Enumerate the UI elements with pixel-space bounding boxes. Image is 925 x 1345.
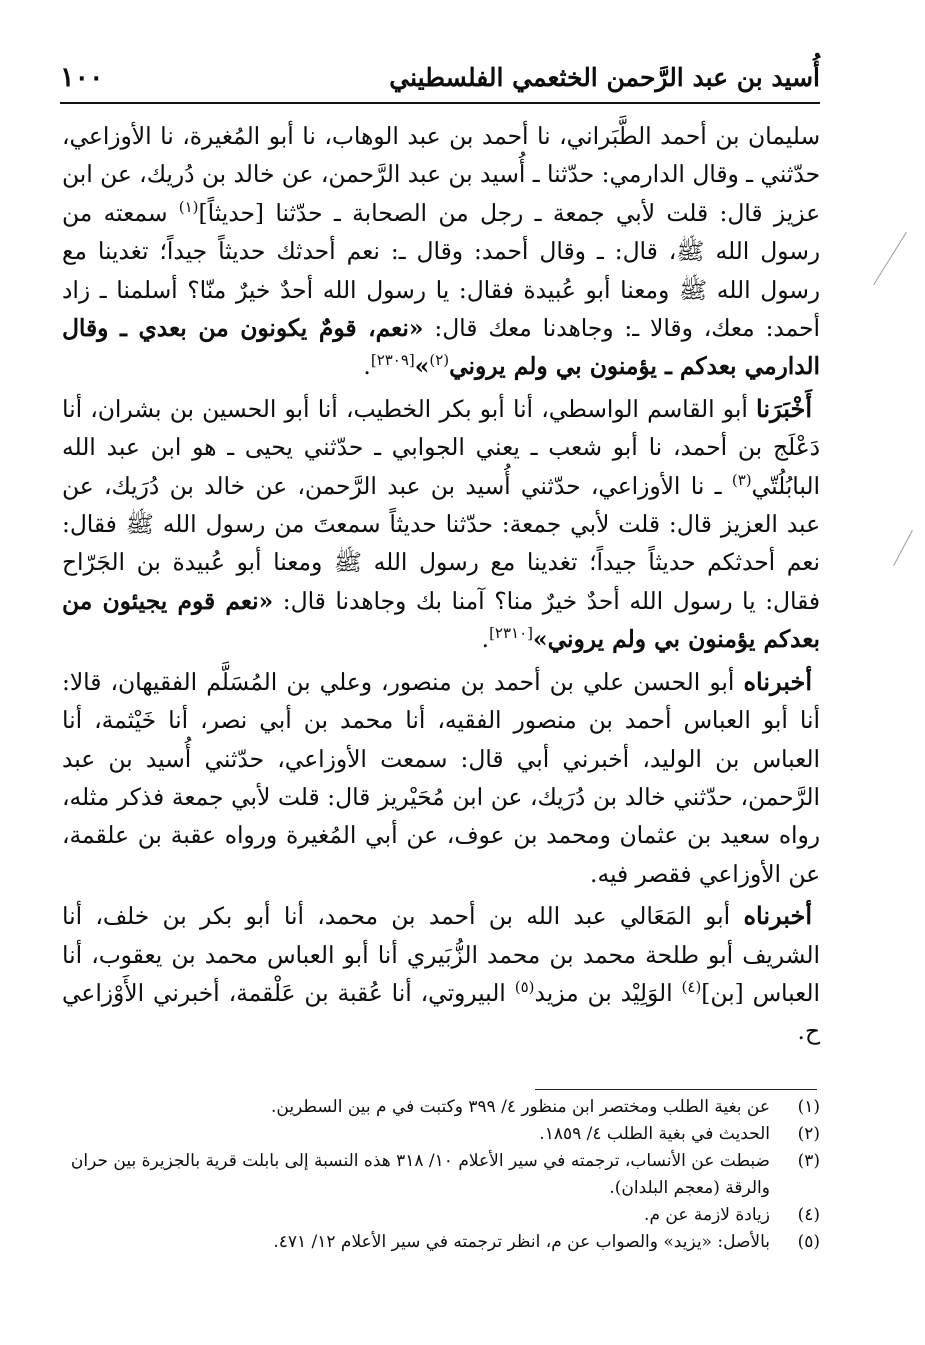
footnote-text: زيادة لازمة عن م. — [644, 1205, 770, 1225]
paragraph-text: سمعته من رسول الله ﷺ، قال: ـ وقال أحمد: وقال ـ: نعم أحدثك حديثاً جيداً؛ تغدينا مع رسول الله ﷺ ومعنا أبو عُبيدة فقال: يا رسول الله أحدٌ خيرٌ منّا؟ أسلمنا ـ زاد أحمد: معك، وقالا ـ: وجاهدنا معك قال: — [62, 199, 820, 343]
hadith-number: [٢٣٠٩] — [370, 351, 415, 370]
paragraph-4 — [62, 897, 820, 1052]
paragraph-end: . — [481, 626, 490, 654]
footnote-number: (١) — [797, 1097, 820, 1117]
page-header — [60, 52, 820, 104]
quote-close: » — [533, 626, 548, 654]
paragraph-1 — [62, 118, 820, 387]
footnote-marker: (١) — [178, 198, 199, 217]
narration-lead: أخبرناه — [743, 901, 812, 931]
page-number: ١٠٠ — [60, 61, 104, 93]
footnote — [62, 1202, 820, 1229]
running-title: أُسيد بن عبد الرَّحمن الخثعمي الفلسطيني — [389, 62, 820, 92]
footnote — [62, 1148, 820, 1202]
paragraph-text: أبو القاسم الواسطي، أنا أبو بكر الخطيب، أنا أبو الحسين بن بشران، أنا دَعْلَج بن أحمد، نا أبو شعب ـ يعني الجوابي ـ حدّثني يحيى ـ هو ابن عبد الله البابُلُتّي — [62, 395, 820, 500]
footnote-number: (٥) — [797, 1232, 820, 1252]
footnote — [62, 1094, 820, 1121]
footnote — [62, 1121, 820, 1148]
narration-lead: أَخْبَرَنا — [756, 393, 812, 423]
margin-pencil-mark — [873, 232, 907, 285]
footnote-separator — [535, 1089, 817, 1090]
paragraph-end: . — [363, 353, 371, 381]
footnote-marker: (٥) — [514, 978, 535, 997]
footnote-text: ضبطت عن الأنساب، ترجمته في سير الأعلام ١٠/ ٣١٨ هذه النسبة إلى بابلت قرية بالجزيرة بين حران والرقة (معجم البلدان). — [70, 1151, 770, 1198]
footnote-text: الحديث في بغية الطلب ٤/ ١٨٥٩. — [539, 1124, 770, 1144]
margin-pencil-mark — [893, 530, 913, 566]
hadith-quote: «نعم قوم يجيئون من بعدكم يؤمنون بي ولم يروني — [62, 587, 820, 654]
footnotes — [62, 1094, 820, 1256]
narration-lead: أخبرناه — [743, 666, 812, 696]
paragraph-2 — [62, 390, 820, 660]
paragraph-3 — [62, 663, 820, 894]
footnote-number: (٣) — [797, 1151, 820, 1171]
paragraph-text: ـ نا الأوزاعي، حدّثني أُسيد بن عبد الرَّحمن، عن خالد بن دُرَيك، عن عبد العزيز قال: قلت لأبي جمعة: حدّثنا حديثاً سمعتَ من رسول الله ﷺ فقال: نعم أحدثكم حديثاً جيداً؛ تغدينا مع رسول الله ﷺ ومعنا أبو عُبيدة بن الجَرّاح فقال: يا رسول الله أحدٌ خيرٌ منا؟ آمنا بك وجاهدنا قال: — [62, 472, 821, 615]
footnote-marker: (٢) — [429, 351, 450, 370]
footnote-number: (٤) — [797, 1205, 820, 1225]
paragraph-text: البيروتي، أنا عُقبة بن عَلْقمة، أخبرني الأَوْزاعي ح. — [62, 979, 820, 1046]
footnote-marker: (٤) — [681, 978, 702, 997]
paragraph-text: أبو المَعَالي عبد الله بن أحمد بن محمد، أنا أبو بكر بن خلف، أنا الشريف أبو طلحة محمد بن محمد الزُّبَيري أنا أبو العباس محمد بن يعقوب، أنا العباس [بن] — [62, 903, 820, 1007]
paragraph-text: الوَلِيْد بن مزيد — [534, 979, 682, 1007]
paragraph-text: أبو الحسن علي بن أحمد بن منصور، وعلي بن المُسَلَّم الفقيهان، قالا: أنا أبو العباس أحمد بن منصور الفقيه، أنا محمد بن أبي نصر، أنا خَيْثمة، أنا العباس بن الوليد، أخبرني أبي قال: سمعت الأوزاعي، حدّثني أُسيد بن عبد الرَّحمن، حدّثني خالد بن دُرَيك، عن ابن مُحَيْريز قال: قلت لأبي جمعة فذكر مثله، رواه سعيد بن عثمان ومحمد بن عوف، عن أبي المُغيرة ورواه عقبة بن علقمة، عن الأوزاعي فقصر فيه. — [62, 668, 820, 888]
footnote — [62, 1229, 820, 1256]
footnote-number: (٢) — [797, 1124, 820, 1144]
quote-close: » — [414, 353, 430, 381]
hadith-number: [٢٣١٠] — [489, 624, 534, 643]
footnote-text: عن بغية الطلب ومختصر ابن منظور ٤/ ٣٩٩ وكتبت في م بين السطرين. — [270, 1097, 770, 1117]
hadith-quote: «نعم، قومٌ يكونون من بعدي ـ وقال الدارمي بعدكم ـ يؤمنون بي ولم يروني — [62, 315, 820, 381]
paragraph-text: سليمان بن أحمد الطَّبَراني، نا أحمد بن عبد الوهاب، نا أبو المُغيرة، نا الأوزاعي، حدّثني ـ وقال الدارمي: حدّثنا ـ أُسيد بن عبد الرَّحمن، عن خالد بن دُريك، عن ابن عزيز قال: قلت لأبي جمعة ـ رجل من الصحابة ـ حدّثنا [حديثاً] — [62, 123, 821, 227]
footnote-text: بالأصل: «يزيد» والصواب عن م، انظر ترجمته في سير الأعلام ١٢/ ٤٧١. — [273, 1232, 770, 1252]
main-text — [62, 118, 820, 1055]
footnote-marker: (٣) — [731, 470, 752, 489]
